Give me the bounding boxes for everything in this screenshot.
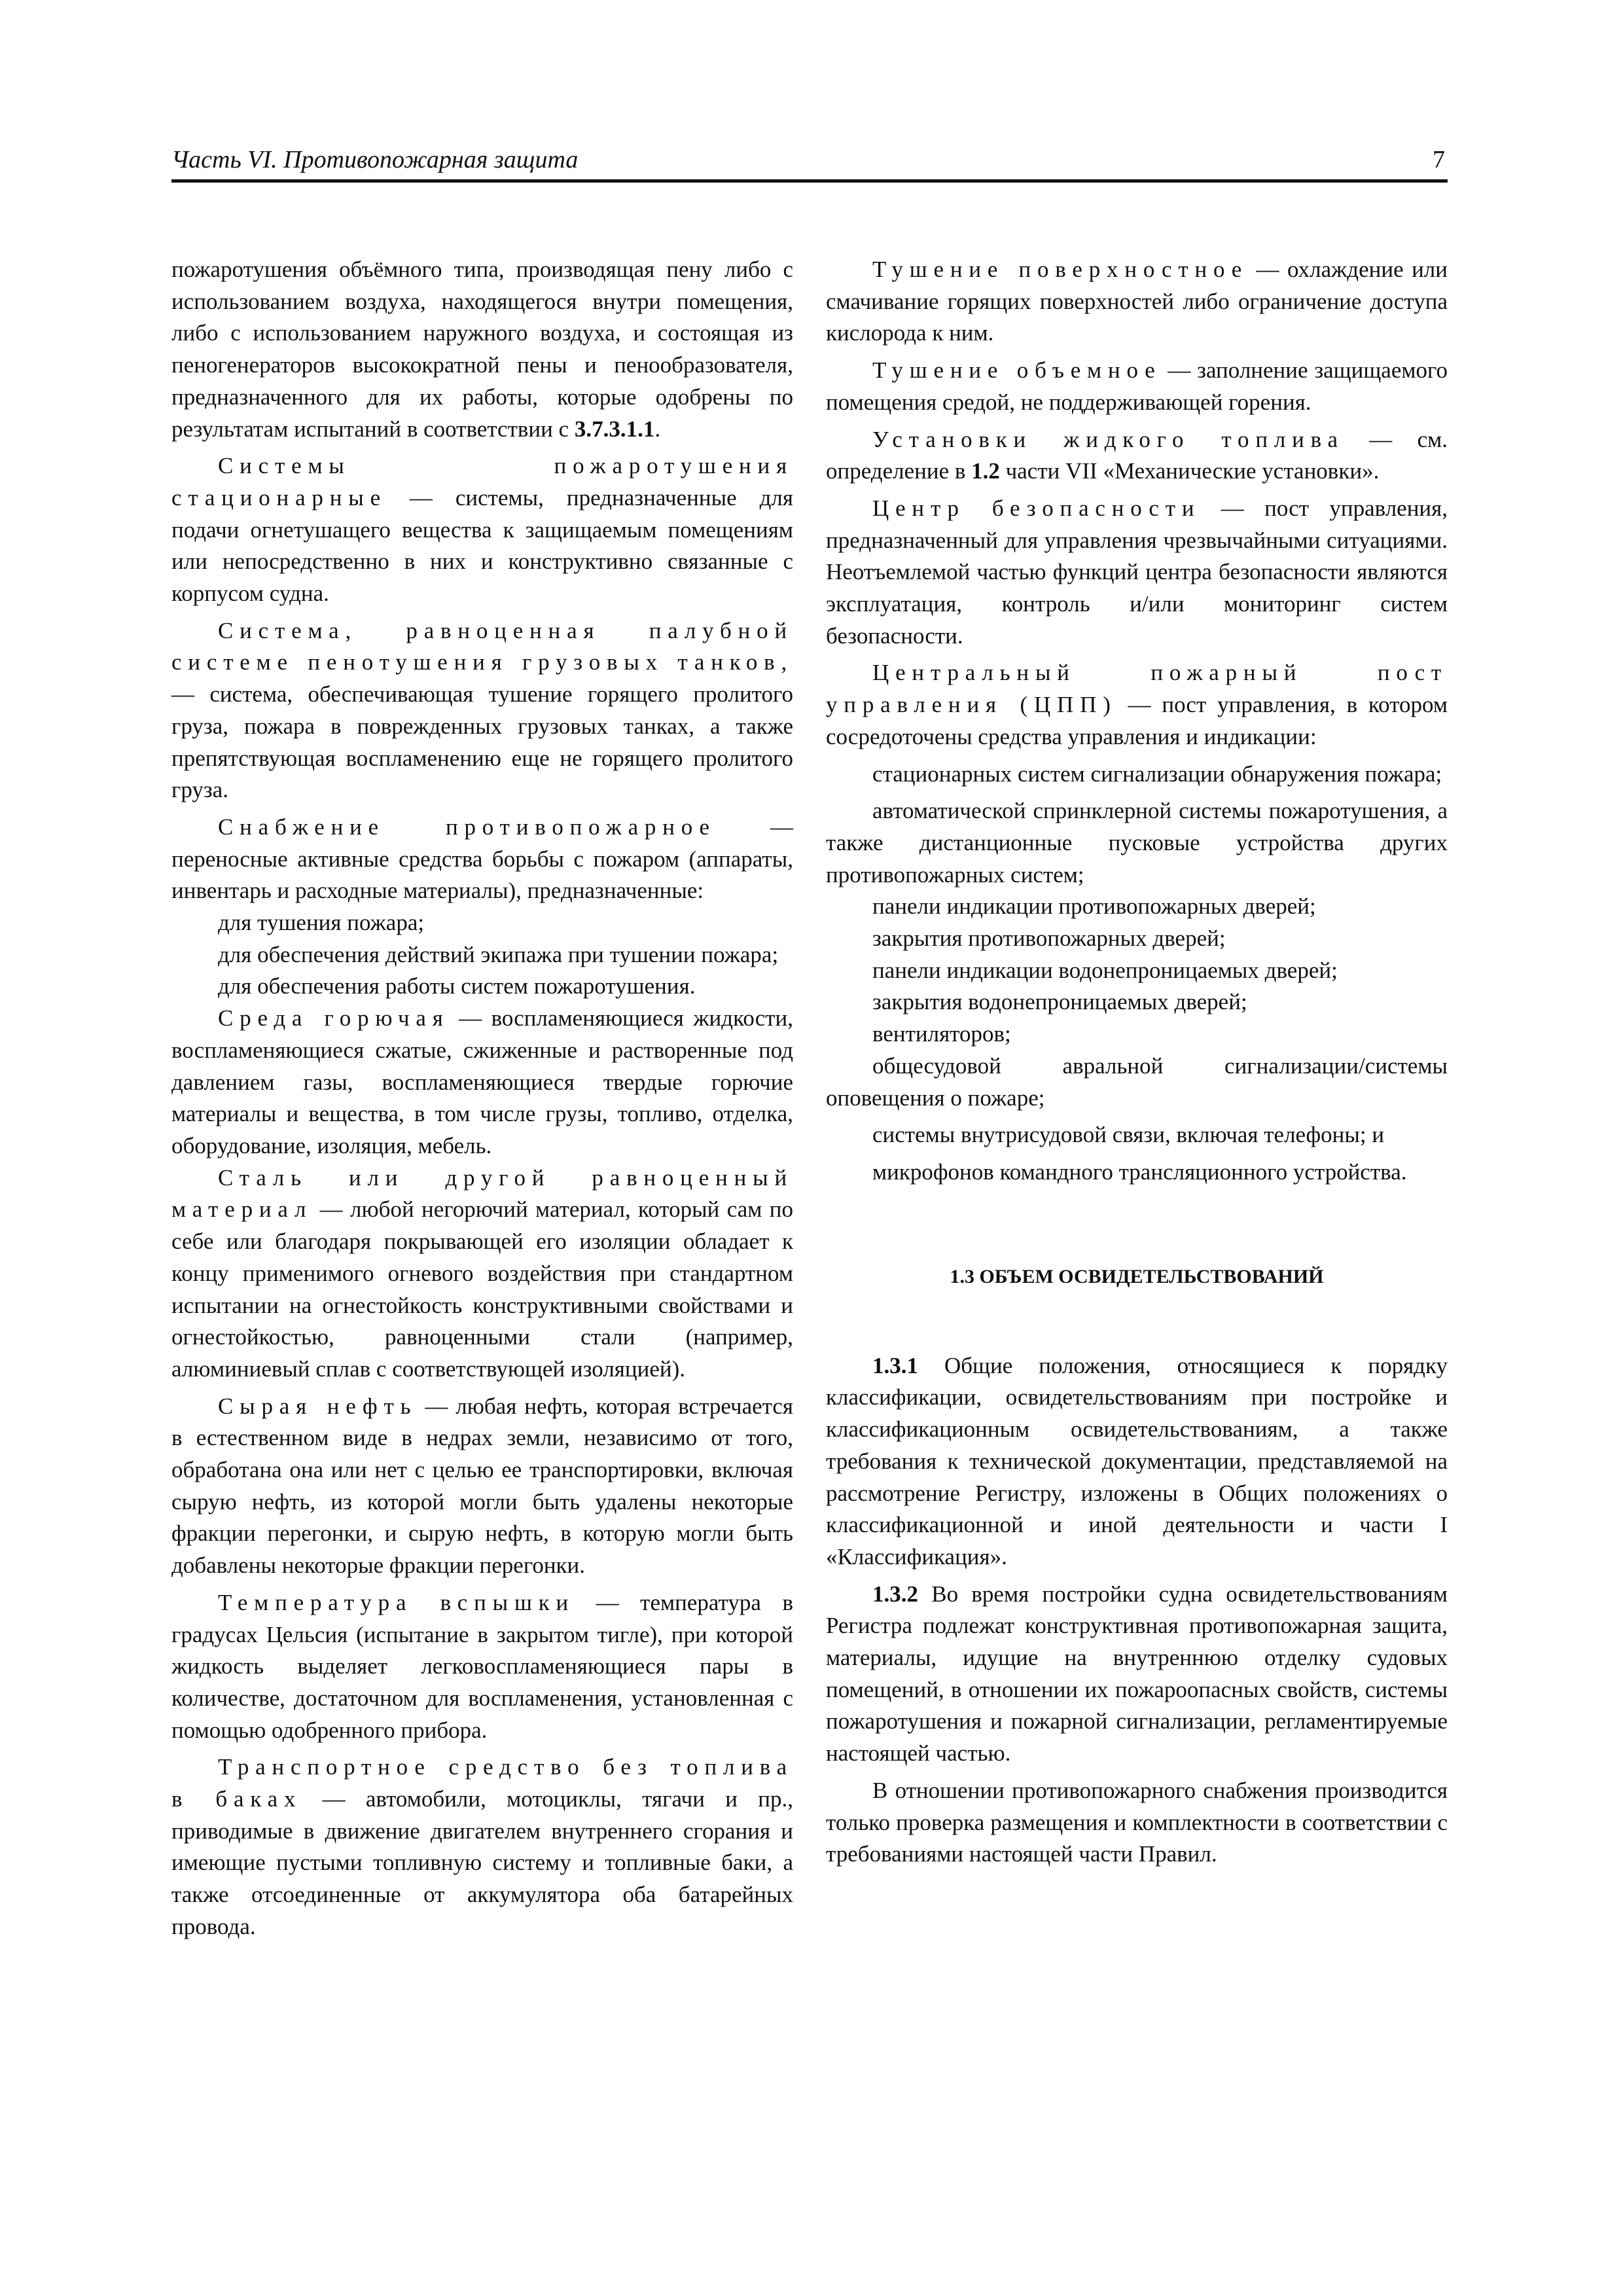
clause-number: 1.3.2 — [872, 1581, 918, 1607]
left-column — [171, 254, 793, 1943]
list-item: панели индикации противопожарных дверей; — [872, 893, 1316, 920]
defined-term: Сырая нефть — [218, 1393, 418, 1419]
reference: 3.7.3.1.1 — [574, 416, 655, 442]
list-item: микрофонов командного трансляционного устройства. — [872, 1158, 1407, 1185]
defined-term: Транспортное средство без топлива в баках — [171, 1754, 793, 1812]
page-number: 7 — [1433, 146, 1445, 173]
definition-paragraph: Центр безопасности — пост управления, предназначенный для управления чрезвычайными ситуациями. Неотъемлемой частью функций центра безопасности являются эксплуатация, контроль и/или мониторинг систем безопасности. — [826, 495, 1448, 649]
defined-term: Снабжение противопожарное — [218, 814, 716, 840]
running-header-title: Часть VI. Противопожарная защита — [171, 146, 579, 173]
definition-paragraph: Температура вспышки — температура в градусах Цельсия (испытание в закрытом тигле), при которой жидкость выделяет легковоспламеняющиеся пары в количестве, достаточном для воспламенения, установленная с помощью одобренного прибора. — [171, 1589, 793, 1743]
defined-term: Тушение поверхностное — [872, 257, 1249, 282]
definition-paragraph: Центральный пожарный пост управления (ЦПП) — пост управления, в котором сосредоточены средства управления и индикации: — [826, 660, 1448, 749]
defined-term: Установки жидкого топлива — [872, 426, 1344, 452]
paragraph: В отношении противопожарного снабжения производится только проверка размещения и комплектности в соответствии с требованиями настоящей части Правил. — [826, 1777, 1448, 1867]
defined-term: Система, равноценная палубной системе пенотушения грузовых танков, — [171, 617, 793, 675]
list-item: закрытия водонепроницаемых дверей; — [872, 989, 1247, 1015]
spacer — [826, 1189, 1448, 1261]
defined-term: Тушение объемное — [872, 357, 1162, 384]
clause-number: 1.3.1 — [872, 1352, 918, 1378]
list-item: общесудовой авральной сигнализации/системы оповещения о пожаре; — [826, 1052, 1448, 1111]
definition-paragraph: Снабжение противопожарное — переносные активные средства борьбы с пожаром (аппараты, инвентарь и расходные материалы), предназначенные: — [171, 814, 793, 904]
definition-paragraph: Система, равноценная палубной системе пенотушения грузовых танков, — система, обеспечивающая тушение горящего пролитого груза, пожара в поврежденных грузовых танках, а также препятствующая воспламенению еще не горящего пролитого груза. — [171, 617, 793, 803]
header-rule — [171, 179, 1448, 183]
list-item: для тушения пожара; — [218, 910, 425, 936]
list-item: вентиляторов; — [872, 1021, 1011, 1047]
section-heading: 1.3 ОБЪЕМ ОСВИДЕТЕЛЬСТВОВАНИЙ — [950, 1265, 1324, 1287]
definition-paragraph: Установки жидкого топлива — см. определение в 1.2 части VII «Механические установки». — [826, 426, 1448, 484]
numbered-paragraph: 1.3.2 Во время постройки судна освидетельствованиям Регистра подлежат конструктивная противопожарная защита, материалы, идущие на внутреннюю отделку судовых помещений, в отношении их пожароопасных свойств, системы пожаротушения и пожарной сигнализации, регламентируемые настоящей частью. — [826, 1581, 1448, 1767]
list-item: для обеспечения работы систем пожаротушения. — [218, 973, 696, 999]
numbered-paragraph: 1.3.1 Общие положения, относящиеся к порядку классификации, освидетельствованиям при постройке и классификационным освидетельствованиям, а также требования к технической документации, представляемой на рассмотрение Регистру, изложены в Общих положениях о классификационной и иной деятельности и части I «Классификация». — [826, 1352, 1448, 1570]
defined-term: Среда горючая — [218, 1005, 450, 1031]
list-item: панели индикации водонепроницаемых дверей; — [872, 957, 1338, 983]
spacer — [826, 1293, 1448, 1350]
defined-term: Сталь или другой равноценный материал — [171, 1164, 793, 1223]
defined-term: Температура вспышки — [218, 1589, 575, 1615]
right-column — [826, 254, 1448, 1871]
list-item: закрытия противопожарных дверей; — [872, 925, 1226, 952]
definition-paragraph: Транспортное средство без топлива в баках — автомобили, мотоциклы, тягачи и пр., приводимые в движение двигателем внутреннего сгорания и имеющие пустыми топливную систему и топливные баки, а также отсоединенные от аккумулятора оба батарейных провода. — [171, 1754, 793, 1939]
definition-paragraph: Тушение объемное — заполнение защищаемого помещения средой, не поддерживающей горения. — [826, 357, 1448, 415]
definition-paragraph: Среда горючая — воспламеняющиеся жидкости, воспламеняющиеся сжатые, сжиженные и растворенные под давлением газы, воспламеняющиеся твердые горючие материалы и вещества, в том числе грузы, топливо, отделка, оборудование, изоляция, мебель. — [171, 1005, 793, 1158]
defined-term: Системы пожаротушения стационарные — [171, 453, 793, 511]
definition-paragraph: Сырая нефть — любая нефть, которая встречается в естественном виде в недрах земли, независимо от того, обработана она или нет с целью ее транспортировки, включая сырую нефть, из которой могли быть удалены некоторые фракции перегонки, и сырую нефть, в которую могли быть добавлены некоторые фракции перегонки. — [171, 1393, 794, 1579]
list-item: стационарных систем сигнализации обнаружения пожара; — [872, 761, 1442, 787]
paragraph-foam-system-continued: пожаротушения объёмного типа, производящая пену либо с использованием воздуха, находящегося внутри помещения, либо с использованием наружного воздуха, и состоящая из пеногенераторов высокократной пены и пенообразователя, предназначенного для их работы, которые одобрены по результатам испытаний в соответствии с 3.7.3.1.1. — [171, 257, 793, 442]
running-header — [171, 145, 1448, 182]
list-item: системы внутрисудовой связи, включая телефоны; и — [872, 1122, 1385, 1148]
defined-term: Центр безопасности — [872, 495, 1201, 521]
definition-paragraph: Тушение поверхностное — охлаждение или смачивание горящих поверхностей либо ограничение доступа кислорода к ним. — [826, 257, 1448, 346]
definition-paragraph: Сталь или другой равноценный материал — любой негорючий материал, который сам по себе или благодаря покрывающей его изоляции обладает к концу применимого огневого воздействия при стандартном испытании на огнестойкость конструктивными свойствами и огнестойкостью, равноценными стали (например, алюминиевый сплав с соответствующей изоляцией). — [171, 1164, 793, 1382]
definition-paragraph: Системы пожаротушения стационарные — системы, предназначенные для подачи огнетушащего вещества к защищаемым помещениям или непосредственно в них и конструктивно связанные с корпусом судна. — [171, 453, 793, 607]
list-item: для обеспечения действий экипажа при тушении пожара; — [218, 941, 779, 967]
defined-term: Центральный пожарный пост управления (ЦПП) — [826, 660, 1448, 718]
reference: 1.2 — [971, 458, 1000, 484]
list-item: автоматической спринклерной системы пожаротушения, а также дистанционные пусковые устройства других противопожарных систем; — [826, 798, 1448, 888]
